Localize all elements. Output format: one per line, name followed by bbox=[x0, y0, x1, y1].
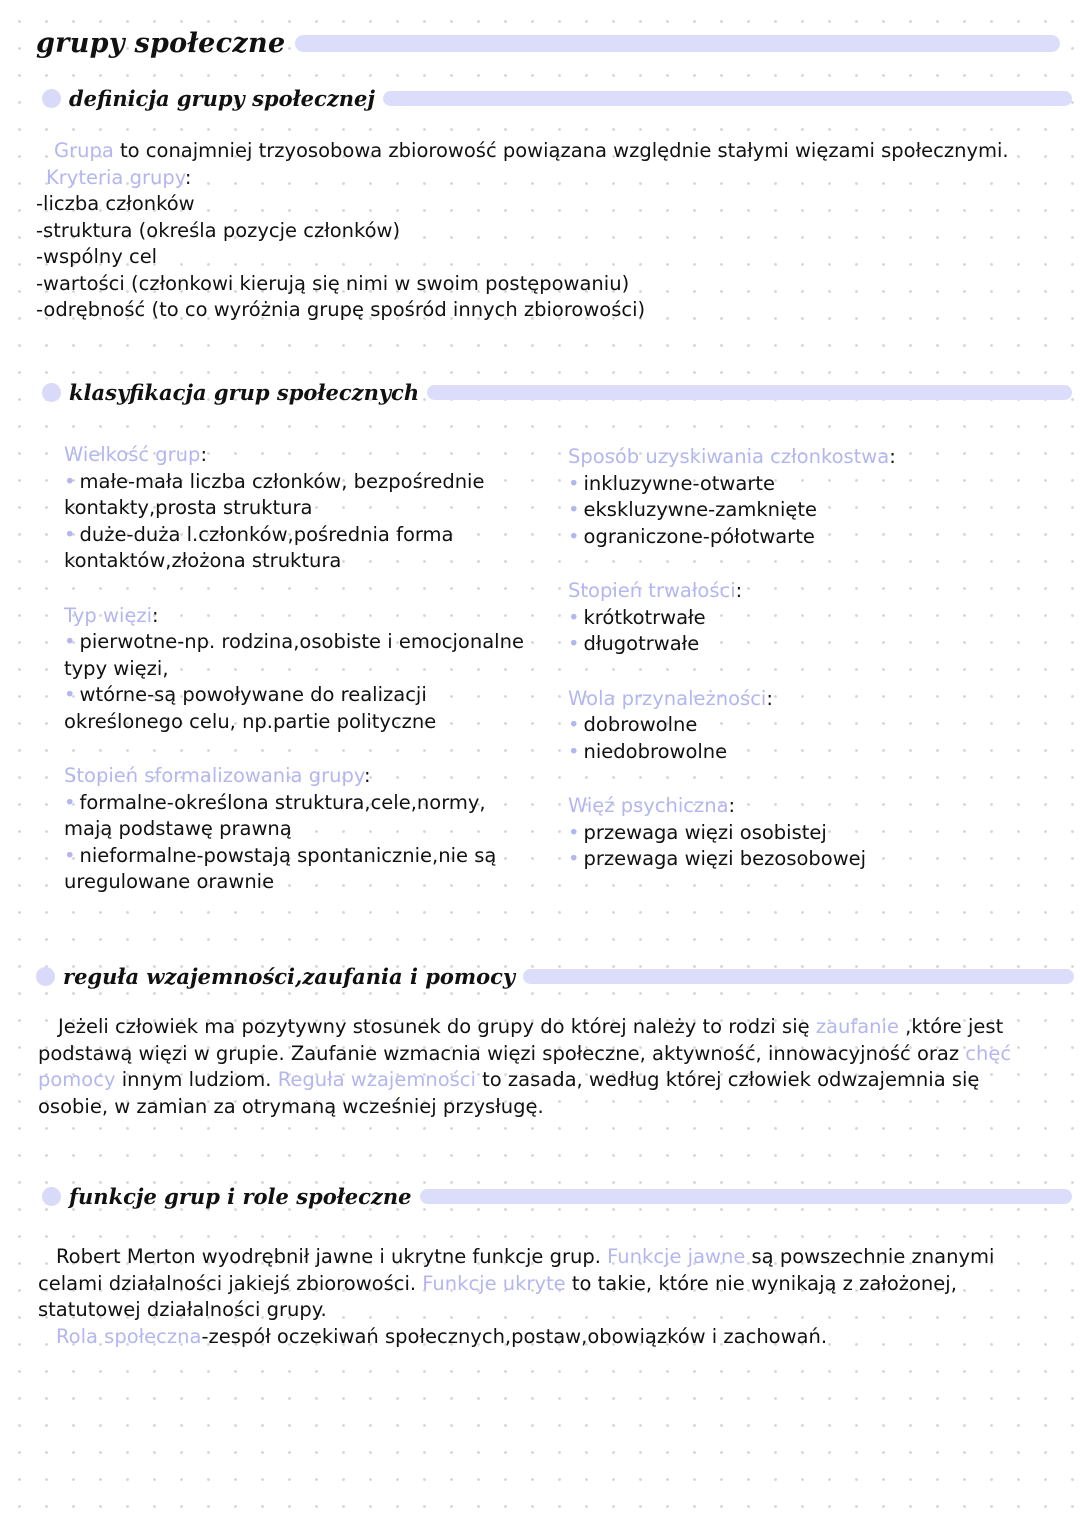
classification-right-column bbox=[568, 444, 1038, 901]
group-label: Sposób uzyskiwania członkostwa bbox=[568, 445, 890, 468]
functions-term-latent: Funkcje ukryte bbox=[422, 1271, 566, 1295]
functions-paragraph bbox=[38, 1244, 1028, 1324]
group-label: Stopień trwałości bbox=[568, 579, 736, 602]
reciprocity-text: to zasada, według której człowiek odwzajemnia się osobie, w zamian za otrymaną wcześniej przysługę. bbox=[38, 1068, 980, 1118]
title-highlight-bar bbox=[295, 35, 1060, 52]
section-heading-reciprocity bbox=[36, 964, 1074, 989]
section-bullet-icon bbox=[42, 89, 61, 108]
functions-text: -zespół oczekiwań społecznych,postaw,obowiązków i zachowań. bbox=[201, 1324, 828, 1348]
group-item: małe-mała liczba członków, bezpośrednie kontakty,prosta struktura bbox=[64, 469, 485, 519]
group-item: ograniczone-półotwarte bbox=[583, 524, 815, 548]
group-item: pierwotne-np. rodzina,osobiste i emocjonalne typy więzi, bbox=[64, 630, 524, 680]
classification-group: Typ więzi: • pierwotne-np. rodzina,osobiste i emocjonalne typy więzi, • wtórne-są powoływane do realizacji określonego celu, np.partie polityczne bbox=[64, 603, 524, 733]
bullet-dot-icon: • bbox=[64, 790, 76, 814]
group-item: dobrowolne bbox=[583, 713, 698, 736]
criteria-item: -wspólny cel bbox=[36, 245, 158, 268]
bullet-dot-icon: • bbox=[64, 469, 76, 493]
reciprocity-term-trust: zaufanie bbox=[815, 1015, 899, 1038]
definition-heading: definicja grupy społecznej bbox=[69, 86, 375, 111]
bullet-dot-icon: • bbox=[568, 713, 580, 736]
functions-block bbox=[38, 1244, 1028, 1350]
section-heading-classification bbox=[42, 380, 1072, 405]
section-bullet-icon bbox=[42, 383, 61, 402]
bullet-dot-icon: • bbox=[64, 522, 76, 546]
classification-group: Stopień trwałości: • krótkotrwałe • długotrwałe bbox=[568, 579, 743, 655]
reciprocity-text: ,które jest podstawą więzi w grupie. Zaufanie wzmacnia więzi społeczne, aktywność, innowacyjność oraz bbox=[38, 1015, 1004, 1065]
bullet-dot-icon: • bbox=[568, 524, 580, 548]
criteria-item: -odrębność (to co wyróżnia grupę spośród innych zbiorowości) bbox=[36, 298, 646, 321]
group-label: Więź psychiczna bbox=[568, 794, 729, 817]
functions-term-role: Rola społeczna bbox=[56, 1324, 202, 1348]
section-highlight-bar bbox=[427, 385, 1072, 400]
classification-heading: klasyfikacja grup społecznych bbox=[69, 380, 420, 405]
functions-text: Robert Merton wyodrębnił jawne i ukrytne funkcje grup. bbox=[56, 1245, 608, 1268]
bullet-dot-icon: • bbox=[568, 632, 580, 655]
group-label: Wielkość grup bbox=[64, 443, 201, 466]
reciprocity-block bbox=[38, 1014, 1028, 1120]
classification-left-column bbox=[64, 442, 534, 924]
group-item: duże-duża l.członków,pośrednia forma kontaktów,złożona struktura bbox=[64, 522, 454, 572]
reciprocity-heading: reguła wzajemności,zaufania i pomocy bbox=[63, 964, 516, 989]
group-item: inkluzywne-otwarte bbox=[583, 471, 775, 495]
reciprocity-term-help: chęć pomocy bbox=[38, 1041, 1012, 1091]
bullet-dot-icon: • bbox=[568, 739, 580, 763]
functions-term-manifest: Funkcje jawne bbox=[607, 1245, 746, 1268]
criteria-item: -liczba członków bbox=[36, 192, 195, 215]
functions-text: to takie, które nie wynikają z założonej, statutowej działalności grupy. bbox=[38, 1271, 957, 1321]
section-bullet-icon bbox=[42, 1187, 61, 1206]
group-item: krótkotrwałe bbox=[583, 605, 706, 629]
group-item: niedobrowolne bbox=[583, 739, 728, 763]
group-item: formalne-określona struktura,cele,normy, mają podstawę prawną bbox=[64, 790, 486, 840]
bullet-dot-icon: • bbox=[64, 843, 76, 867]
definition-text: to conajmniej trzyosobowa zbiorowość powiązana względnie stałymi więzami społecznymi. bbox=[113, 139, 1009, 162]
section-highlight-bar bbox=[523, 969, 1074, 984]
reciprocity-term-rule: Reguła wzajemności bbox=[277, 1068, 476, 1091]
definition-term: Grupa bbox=[54, 139, 114, 162]
bullet-dot-icon: • bbox=[64, 683, 76, 706]
definition-block bbox=[36, 138, 1026, 324]
section-heading-functions bbox=[42, 1184, 1072, 1209]
classification-group: Sposób uzyskiwania członkostwa: • inkluzywne-otwarte • ekskluzywne-zamknięte • ograniczone-półotwarte bbox=[568, 445, 896, 548]
group-item: długotrwałe bbox=[583, 632, 700, 655]
section-highlight-bar bbox=[383, 91, 1072, 106]
bullet-dot-icon: • bbox=[64, 630, 76, 653]
section-highlight-bar bbox=[420, 1189, 1073, 1204]
group-item: przewaga więzi osobistej bbox=[583, 820, 827, 844]
criteria-item: -wartości (członkowi kierują się nimi w swoim postępowaniu) bbox=[36, 271, 630, 295]
classification-group: Więź psychiczna: • przewaga więzi osobistej • przewaga więzi bezosobowej bbox=[568, 794, 867, 870]
role-paragraph bbox=[38, 1324, 1028, 1351]
classification-group: Wielkość grup: • małe-mała liczba członków, bezpośrednie kontakty,prosta struktura • duże-duża l.członków,pośrednia forma kontaktów,złożona struktura bbox=[64, 443, 485, 572]
criteria-label-line bbox=[36, 165, 1026, 192]
criteria-item: -struktura (określa pozycje członków) bbox=[36, 218, 401, 242]
functions-text: są powszechnie znanymi celami działalności jakiejś zbiorowości. bbox=[38, 1245, 995, 1295]
bullet-dot-icon: • bbox=[568, 847, 580, 870]
group-label: Typ więzi bbox=[64, 603, 153, 627]
group-item: wtórne-są powoływane do realizacji określonego celu, np.partie polityczne bbox=[64, 683, 437, 733]
bullet-dot-icon: • bbox=[568, 471, 580, 495]
page-title: grupy społeczne bbox=[36, 28, 286, 59]
reciprocity-paragraph bbox=[38, 1014, 1028, 1120]
bullet-dot-icon: • bbox=[568, 498, 580, 521]
page-title-row bbox=[36, 28, 1060, 59]
section-bullet-icon bbox=[36, 967, 55, 986]
definition-paragraph bbox=[36, 138, 1026, 165]
functions-heading: funkcje grup i role społeczne bbox=[69, 1184, 412, 1209]
classification-group: Wola przynależności: • dobrowolne • niedobrowolne bbox=[568, 686, 773, 763]
classification-group: Stopień sformalizowania grupy: • formalne-określona struktura,cele,normy, mają podstawę prawną • nieformalne-powstają spontanicznie,nie są uregulowane orawnie bbox=[64, 764, 497, 893]
group-item: nieformalne-powstają spontanicznie,nie są uregulowane orawnie bbox=[64, 843, 497, 893]
bullet-dot-icon: • bbox=[568, 605, 580, 629]
reciprocity-text: innym ludziom. bbox=[115, 1068, 278, 1091]
criteria-label: Kryteria grupy bbox=[46, 165, 185, 189]
section-heading-definition bbox=[42, 86, 1072, 111]
reciprocity-text: Jeżeli człowiek ma pozytywny stosunek do grupy do której należy to rodzi się bbox=[58, 1015, 816, 1038]
group-item: ekskluzywne-zamknięte bbox=[583, 498, 818, 521]
group-label: Stopień sformalizowania grupy bbox=[64, 764, 364, 787]
criteria-colon: : bbox=[184, 165, 192, 189]
group-item: przewaga więzi bezosobowej bbox=[583, 847, 867, 870]
group-label: Wola przynależności bbox=[568, 686, 767, 710]
bullet-dot-icon: • bbox=[568, 820, 580, 844]
